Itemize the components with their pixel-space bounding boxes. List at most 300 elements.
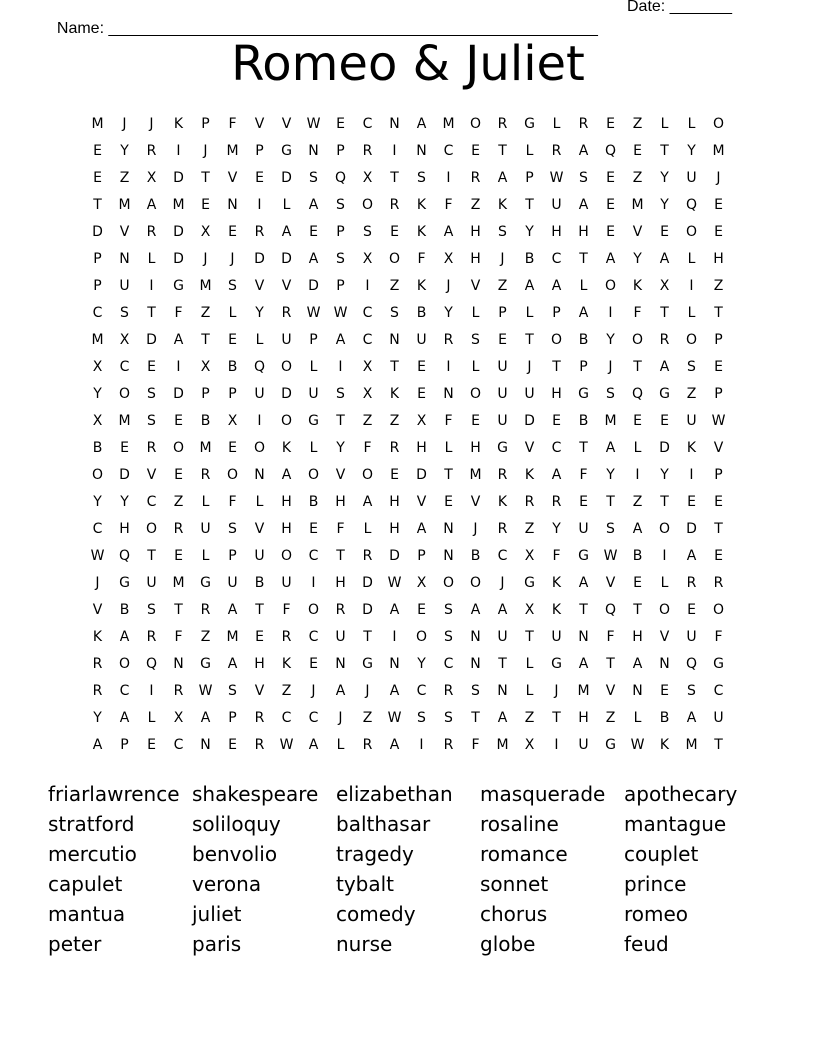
grid-letter: A xyxy=(551,467,562,483)
grid-letter: U xyxy=(254,386,265,402)
grid-letter: U xyxy=(254,548,265,564)
grid-letter: W xyxy=(333,305,348,321)
grid-letter: R xyxy=(443,332,454,348)
grid-letter: E xyxy=(714,494,723,510)
grid-letter: A xyxy=(389,683,400,699)
grid-letter: Z xyxy=(497,278,508,294)
grid-letter: F xyxy=(417,251,426,267)
grid-letter: Y xyxy=(687,143,696,159)
grid-letter: P xyxy=(336,224,345,240)
grid-letter: B xyxy=(470,548,481,564)
grid-letter: Z xyxy=(632,116,643,132)
grid-letter: D xyxy=(119,467,130,483)
grid-letter: B xyxy=(416,305,427,321)
grid-letter: E xyxy=(471,413,480,429)
grid-letter: J xyxy=(446,278,451,294)
grid-letter: I xyxy=(257,413,262,429)
grid-letter: G xyxy=(200,575,211,591)
grid-letter: J xyxy=(500,575,505,591)
grid-letter: L xyxy=(525,683,534,699)
grid-letter: W xyxy=(387,710,402,726)
letter-grid xyxy=(84,111,732,759)
grid-letter: I xyxy=(608,305,613,321)
grid-letter: C xyxy=(713,683,724,699)
grid-letter: E xyxy=(255,629,264,645)
grid-letter: Y xyxy=(660,170,669,186)
grid-letter: O xyxy=(307,467,320,483)
grid-letter: E xyxy=(687,602,696,618)
grid-letter: E xyxy=(687,494,696,510)
grid-letter: L xyxy=(471,359,480,375)
word-list-item: feud xyxy=(624,932,669,956)
grid-letter: W xyxy=(90,548,105,564)
grid-letter: B xyxy=(632,548,643,564)
grid-letter: H xyxy=(551,386,562,402)
grid-letter: W xyxy=(549,170,564,186)
grid-letter: T xyxy=(255,602,264,618)
grid-letter: B xyxy=(308,494,319,510)
grid-letter: G xyxy=(119,575,130,591)
grid-letter: H xyxy=(551,224,562,240)
grid-letter: I xyxy=(446,170,451,186)
grid-letter: B xyxy=(524,251,535,267)
grid-letter: T xyxy=(579,440,588,456)
grid-letter: H xyxy=(281,521,292,537)
grid-letter: U xyxy=(524,386,535,402)
grid-letter: T xyxy=(525,629,534,645)
grid-letter: E xyxy=(174,467,183,483)
grid-letter: S xyxy=(390,305,399,321)
grid-letter: R xyxy=(713,575,724,591)
grid-letter: X xyxy=(416,413,427,429)
word-list-item: nurse xyxy=(336,932,393,956)
grid-letter: A xyxy=(308,737,319,753)
grid-letter: J xyxy=(311,683,316,699)
grid-letter: U xyxy=(308,386,319,402)
grid-letter: E xyxy=(606,170,615,186)
grid-letter: Q xyxy=(334,170,347,186)
grid-letter: T xyxy=(579,602,588,618)
grid-letter: A xyxy=(335,332,346,348)
grid-letter: E xyxy=(471,143,480,159)
grid-letter: H xyxy=(470,251,481,267)
grid-letter: Y xyxy=(93,710,102,726)
grid-letter: P xyxy=(579,359,588,375)
grid-letter: J xyxy=(365,683,370,699)
grid-letter: M xyxy=(226,143,239,159)
grid-letter: T xyxy=(390,359,399,375)
grid-letter: S xyxy=(606,386,615,402)
grid-letter: W xyxy=(279,737,294,753)
grid-letter: Y xyxy=(120,494,129,510)
grid-letter: N xyxy=(389,332,400,348)
grid-letter: Z xyxy=(389,413,400,429)
date-field[interactable]: Date: _______ xyxy=(627,0,732,15)
grid-letter: V xyxy=(335,467,346,483)
grid-letter: E xyxy=(633,143,642,159)
grid-letter: E xyxy=(174,413,183,429)
grid-letter: I xyxy=(149,683,154,699)
word-list-item: mantua xyxy=(48,902,126,926)
word-list-item: mantague xyxy=(624,812,727,836)
grid-letter: D xyxy=(281,251,292,267)
grid-letter: K xyxy=(389,386,400,402)
grid-letter: S xyxy=(336,251,345,267)
grid-letter: V xyxy=(632,224,643,240)
grid-letter: H xyxy=(632,629,643,645)
grid-letter: T xyxy=(201,170,210,186)
grid-letter: U xyxy=(686,413,697,429)
grid-letter: F xyxy=(228,494,237,510)
grid-letter: A xyxy=(470,602,481,618)
grid-letter: I xyxy=(392,143,397,159)
grid-letter: F xyxy=(444,197,453,213)
grid-letter: R xyxy=(497,467,508,483)
grid-letter: A xyxy=(659,251,670,267)
grid-letter: K xyxy=(281,440,292,456)
grid-letter: L xyxy=(471,305,480,321)
grid-letter: X xyxy=(362,251,373,267)
grid-letter: G xyxy=(524,575,535,591)
grid-letter: T xyxy=(660,305,669,321)
grid-letter: Y xyxy=(417,656,426,672)
grid-letter: A xyxy=(632,521,643,537)
grid-letter: H xyxy=(389,494,400,510)
grid-letter: Y xyxy=(606,332,615,348)
grid-letter: W xyxy=(306,305,321,321)
grid-letter: A xyxy=(416,521,427,537)
grid-letter: C xyxy=(362,116,373,132)
grid-letter: O xyxy=(550,332,563,348)
grid-letter: P xyxy=(228,386,237,402)
grid-letter: J xyxy=(527,359,532,375)
grid-letter: E xyxy=(444,494,453,510)
grid-letter: D xyxy=(416,467,427,483)
grid-letter: E xyxy=(606,197,615,213)
grid-letter: N xyxy=(497,683,508,699)
grid-letter: L xyxy=(660,116,669,132)
grid-letter: A xyxy=(578,305,589,321)
grid-letter: E xyxy=(336,116,345,132)
grid-letter: E xyxy=(93,170,102,186)
grid-letter: G xyxy=(200,656,211,672)
word-list-item: capulet xyxy=(48,872,123,896)
grid-letter: R xyxy=(551,143,562,159)
grid-letter: K xyxy=(281,656,292,672)
word-list-item: peter xyxy=(48,932,102,956)
grid-letter: E xyxy=(660,224,669,240)
grid-letter: I xyxy=(257,197,262,213)
grid-letter: Y xyxy=(606,467,615,483)
grid-letter: X xyxy=(173,710,184,726)
name-field[interactable]: Name: _______________________________________________________ xyxy=(56,20,598,37)
grid-letter: F xyxy=(633,305,642,321)
grid-letter: C xyxy=(308,710,319,726)
grid-letter: G xyxy=(551,656,562,672)
word-list-item: masquerade xyxy=(480,782,606,806)
grid-letter: R xyxy=(470,170,481,186)
word-list-item: sonnet xyxy=(480,872,549,896)
grid-letter: B xyxy=(119,602,130,618)
grid-letter: E xyxy=(174,548,183,564)
grid-letter: W xyxy=(711,413,726,429)
grid-letter: O xyxy=(685,332,698,348)
grid-letter: Y xyxy=(660,467,669,483)
grid-letter: Z xyxy=(470,197,481,213)
grid-letter: C xyxy=(497,548,508,564)
word-list-item: soliloquy xyxy=(192,812,281,836)
grid-letter: V xyxy=(605,575,616,591)
grid-letter: P xyxy=(525,170,534,186)
grid-letter: R xyxy=(497,116,508,132)
grid-letter: B xyxy=(254,575,265,591)
word-list-item: chorus xyxy=(480,902,548,926)
word-list-item: stratford xyxy=(48,812,135,836)
grid-letter: S xyxy=(147,386,156,402)
grid-letter: P xyxy=(336,278,345,294)
grid-letter: E xyxy=(147,359,156,375)
grid-letter: O xyxy=(658,521,671,537)
grid-letter: V xyxy=(281,116,292,132)
grid-letter: C xyxy=(362,332,373,348)
grid-letter: I xyxy=(365,278,370,294)
grid-letter: X xyxy=(200,224,211,240)
grid-letter: O xyxy=(307,602,320,618)
grid-letter: T xyxy=(714,305,723,321)
grid-letter: R xyxy=(92,656,103,672)
grid-letter: R xyxy=(524,494,535,510)
grid-letter: Y xyxy=(660,197,669,213)
grid-letter: T xyxy=(633,359,642,375)
grid-letter: A xyxy=(578,656,589,672)
grid-letter: P xyxy=(255,143,264,159)
grid-letter: R xyxy=(686,575,697,591)
grid-letter: X xyxy=(362,170,373,186)
grid-letter: C xyxy=(92,521,103,537)
grid-letter: Q xyxy=(604,602,617,618)
grid-letter: K xyxy=(173,116,184,132)
grid-letter: R xyxy=(200,602,211,618)
grid-letter: J xyxy=(554,683,559,699)
word-list-item: apothecary xyxy=(624,782,738,806)
grid-letter: D xyxy=(389,548,400,564)
grid-letter: C xyxy=(551,251,562,267)
grid-letter: P xyxy=(228,548,237,564)
grid-letter: S xyxy=(444,629,453,645)
grid-letter: E xyxy=(660,413,669,429)
grid-letter: M xyxy=(118,197,131,213)
grid-letter: N xyxy=(200,737,211,753)
grid-letter: H xyxy=(119,521,130,537)
grid-letter: Z xyxy=(632,494,643,510)
grid-letter: P xyxy=(714,467,723,483)
grid-letter: T xyxy=(471,710,480,726)
grid-letter: K xyxy=(416,278,427,294)
grid-letter: I xyxy=(419,737,424,753)
grid-letter: L xyxy=(363,521,372,537)
grid-letter: A xyxy=(578,197,589,213)
grid-letter: D xyxy=(362,575,373,591)
grid-letter: I xyxy=(689,467,694,483)
grid-letter: X xyxy=(227,413,238,429)
grid-letter: T xyxy=(147,305,156,321)
grid-letter: D xyxy=(281,170,292,186)
grid-letter: L xyxy=(687,251,696,267)
grid-letter: Z xyxy=(605,710,616,726)
grid-letter: A xyxy=(308,197,319,213)
grid-letter: J xyxy=(230,251,235,267)
grid-letter: X xyxy=(200,359,211,375)
grid-letter: P xyxy=(93,278,102,294)
grid-letter: R xyxy=(335,602,346,618)
grid-letter: C xyxy=(281,710,292,726)
grid-letter: U xyxy=(497,413,508,429)
grid-letter: H xyxy=(470,224,481,240)
grid-letter: M xyxy=(469,467,482,483)
grid-letter: K xyxy=(92,629,103,645)
grid-letter: F xyxy=(336,521,345,537)
grid-letter: F xyxy=(363,440,372,456)
grid-letter: R xyxy=(362,548,373,564)
grid-letter: H xyxy=(254,656,265,672)
grid-letter: C xyxy=(443,143,454,159)
grid-letter: I xyxy=(392,629,397,645)
grid-letter: R xyxy=(254,224,265,240)
grid-letter: N xyxy=(659,656,670,672)
grid-letter: S xyxy=(687,359,696,375)
grid-letter: K xyxy=(416,224,427,240)
grid-letter: A xyxy=(200,710,211,726)
grid-letter: O xyxy=(280,413,293,429)
grid-letter: D xyxy=(173,224,184,240)
grid-letter: M xyxy=(226,629,239,645)
grid-letter: A xyxy=(281,467,292,483)
grid-letter: B xyxy=(92,440,103,456)
grid-letter: N xyxy=(254,467,265,483)
grid-letter: O xyxy=(469,116,482,132)
grid-letter: M xyxy=(91,332,104,348)
grid-letter: U xyxy=(713,710,724,726)
grid-letter: E xyxy=(228,224,237,240)
grid-letter: G xyxy=(605,737,616,753)
grid-letter: V xyxy=(713,440,724,456)
grid-letter: O xyxy=(712,602,725,618)
grid-letter: E xyxy=(498,332,507,348)
grid-letter: U xyxy=(551,629,562,645)
grid-letter: B xyxy=(659,710,670,726)
grid-letter: T xyxy=(606,656,615,672)
grid-letter: E xyxy=(606,224,615,240)
grid-letter: O xyxy=(388,251,401,267)
grid-letter: S xyxy=(228,521,237,537)
grid-letter: R xyxy=(389,197,400,213)
grid-letter: S xyxy=(417,710,426,726)
grid-letter: V xyxy=(254,683,265,699)
grid-letter: A xyxy=(551,278,562,294)
grid-letter: H xyxy=(578,224,589,240)
grid-letter: E xyxy=(714,548,723,564)
grid-letter: L xyxy=(687,305,696,321)
grid-letter: R xyxy=(362,143,373,159)
grid-letter: F xyxy=(444,413,453,429)
grid-letter: L xyxy=(228,305,237,321)
grid-letter: S xyxy=(336,386,345,402)
grid-letter: E xyxy=(579,494,588,510)
grid-letter: J xyxy=(203,143,208,159)
grid-letter: O xyxy=(361,197,374,213)
grid-letter: V xyxy=(524,440,535,456)
grid-letter: D xyxy=(173,251,184,267)
grid-letter: T xyxy=(579,251,588,267)
grid-letter: N xyxy=(443,386,454,402)
grid-letter: Z xyxy=(281,683,292,699)
grid-letter: L xyxy=(201,548,210,564)
grid-letter: Y xyxy=(255,305,264,321)
grid-letter: Q xyxy=(685,656,698,672)
grid-letter: C xyxy=(551,440,562,456)
grid-letter: S xyxy=(498,224,507,240)
grid-letter: D xyxy=(92,224,103,240)
grid-letter: R xyxy=(443,683,454,699)
grid-letter: H xyxy=(335,575,346,591)
grid-letter: C xyxy=(119,683,130,699)
grid-letter: H xyxy=(713,251,724,267)
grid-letter: E xyxy=(606,116,615,132)
grid-letter: W xyxy=(603,548,618,564)
grid-letter: P xyxy=(336,143,345,159)
grid-letter: O xyxy=(442,575,455,591)
grid-letter: T xyxy=(174,602,183,618)
grid-letter: N xyxy=(443,548,454,564)
grid-letter: L xyxy=(552,116,561,132)
word-list-item: paris xyxy=(192,932,242,956)
grid-letter: R xyxy=(254,710,265,726)
grid-letter: V xyxy=(470,494,481,510)
grid-letter: P xyxy=(93,251,102,267)
grid-letter: Q xyxy=(253,359,266,375)
grid-letter: J xyxy=(149,116,154,132)
grid-letter: O xyxy=(280,548,293,564)
grid-letter: A xyxy=(524,278,535,294)
grid-letter: R xyxy=(497,521,508,537)
word-list-item: shakespeare xyxy=(192,782,319,806)
grid-letter: O xyxy=(631,332,644,348)
grid-letter: G xyxy=(362,656,373,672)
grid-letter: F xyxy=(282,602,291,618)
grid-letter: Z xyxy=(173,494,184,510)
grid-letter: L xyxy=(255,332,264,348)
grid-letter: M xyxy=(172,575,185,591)
grid-letter: U xyxy=(578,737,589,753)
grid-letter: D xyxy=(659,440,670,456)
grid-letter: R xyxy=(146,224,157,240)
grid-letter: I xyxy=(554,737,559,753)
grid-letter: O xyxy=(469,386,482,402)
grid-letter: L xyxy=(444,440,453,456)
grid-letter: Z xyxy=(389,278,400,294)
grid-letter: L xyxy=(309,440,318,456)
word-list-item: rosaline xyxy=(480,812,559,836)
grid-letter: H xyxy=(416,440,427,456)
grid-letter: O xyxy=(118,386,131,402)
grid-letter: M xyxy=(712,143,725,159)
grid-letter: L xyxy=(525,143,534,159)
grid-letter: M xyxy=(496,737,509,753)
header-line xyxy=(48,0,732,37)
grid-letter: R xyxy=(254,737,265,753)
grid-letter: K xyxy=(686,440,697,456)
grid-letter: A xyxy=(578,575,589,591)
